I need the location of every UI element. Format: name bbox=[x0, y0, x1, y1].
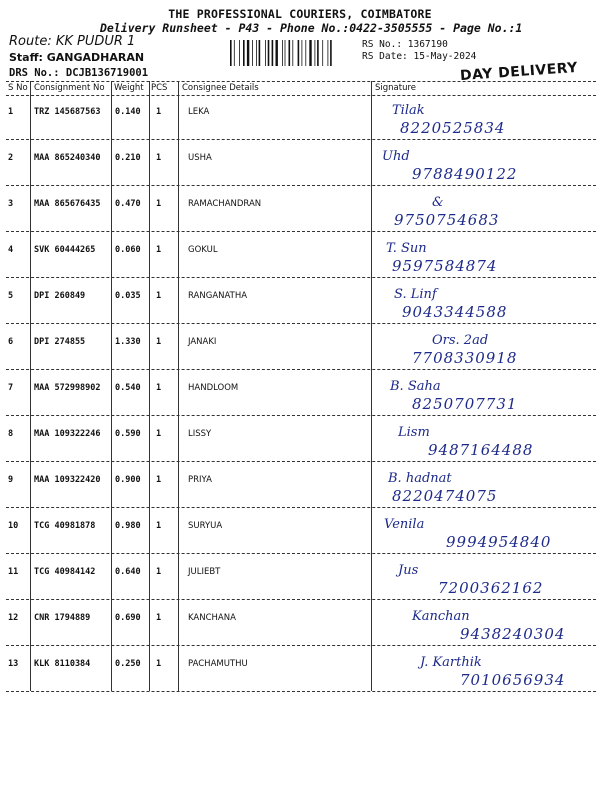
row-rule bbox=[6, 645, 596, 646]
column-divider bbox=[149, 81, 150, 691]
row-weight: 1.330 bbox=[115, 337, 141, 347]
row-consignment-no: DPI 260849 bbox=[34, 291, 86, 301]
row-signature-phone: 9750754683 bbox=[394, 211, 500, 229]
row-rule bbox=[6, 507, 596, 508]
row-rule bbox=[6, 277, 596, 278]
row-weight: 0.540 bbox=[115, 383, 141, 393]
row-consignee: PACHAMUTHU bbox=[188, 659, 248, 669]
day-delivery-stamp: DAY DELIVERY bbox=[459, 59, 579, 85]
row-rule bbox=[6, 231, 596, 232]
row-sno: 4 bbox=[8, 245, 14, 255]
row-weight: 0.980 bbox=[115, 521, 141, 531]
row-rule bbox=[6, 369, 596, 370]
row-consignee: SURYUA bbox=[188, 521, 223, 531]
row-signature-phone: 7708330918 bbox=[412, 349, 518, 367]
barcode-icon bbox=[230, 40, 355, 66]
row-rule bbox=[6, 415, 596, 416]
row-signature-phone: 9043344588 bbox=[402, 303, 508, 321]
row-pcs: 1 bbox=[156, 337, 162, 347]
row-signature: S. Linf bbox=[394, 287, 437, 302]
row-pcs: 1 bbox=[156, 613, 162, 623]
row-consignment-no: DPI 274855 bbox=[34, 337, 86, 347]
rs-date: RS Date: 15-May-2024 bbox=[362, 51, 477, 62]
column-divider bbox=[30, 81, 31, 691]
row-signature-phone: 7200362162 bbox=[438, 579, 544, 597]
row-pcs: 1 bbox=[156, 475, 162, 485]
row-weight: 0.060 bbox=[115, 245, 141, 255]
row-signature: Venila bbox=[384, 517, 425, 532]
row-sno: 8 bbox=[8, 429, 14, 439]
row-sno: 2 bbox=[8, 153, 14, 163]
row-sno: 7 bbox=[8, 383, 14, 393]
drs-number: DRS No.: DCJB136719001 bbox=[9, 67, 149, 79]
row-signature: B. hadnat bbox=[388, 471, 452, 486]
row-consignment-no: KLK 8110384 bbox=[34, 659, 91, 669]
row-weight: 0.035 bbox=[115, 291, 141, 301]
col-header-consignment: Consignment No bbox=[34, 83, 105, 93]
row-pcs: 1 bbox=[156, 199, 162, 209]
row-signature-phone: 8250707731 bbox=[412, 395, 518, 413]
row-consignment-no: TCG 40984142 bbox=[34, 567, 96, 577]
row-rule bbox=[6, 139, 596, 140]
row-rule bbox=[6, 553, 596, 554]
row-sno: 1 bbox=[8, 107, 14, 117]
route-label: Route: KK PUDUR 1 bbox=[9, 34, 136, 49]
row-weight: 0.210 bbox=[115, 153, 141, 163]
col-header-consignee: Consignee Details bbox=[182, 83, 259, 93]
row-sno: 10 bbox=[8, 521, 19, 531]
row-signature-phone: 8220525834 bbox=[400, 119, 506, 137]
row-weight: 0.590 bbox=[115, 429, 141, 439]
row-signature: T. Sun bbox=[386, 241, 427, 256]
row-consignee: JANAKI bbox=[188, 337, 217, 347]
row-pcs: 1 bbox=[156, 153, 162, 163]
row-weight: 0.690 bbox=[115, 613, 141, 623]
row-signature-phone: 8220474075 bbox=[392, 487, 498, 505]
row-pcs: 1 bbox=[156, 659, 162, 669]
row-sno: 6 bbox=[8, 337, 14, 347]
row-signature-phone: 9994954840 bbox=[446, 533, 552, 551]
row-consignee: LISSY bbox=[188, 429, 212, 439]
row-pcs: 1 bbox=[156, 291, 162, 301]
row-sno: 11 bbox=[8, 567, 19, 577]
row-signature: & bbox=[432, 195, 444, 210]
row-sno: 3 bbox=[8, 199, 14, 209]
row-sno: 13 bbox=[8, 659, 19, 669]
col-header-signature: Signature bbox=[375, 83, 417, 93]
row-signature: Uhd bbox=[382, 149, 410, 164]
col-header-weight: Weight bbox=[114, 83, 144, 93]
runsheet-subtitle: Delivery Runsheet - P43 - Phone No.:0422-3505555 - Page No.:1 bbox=[100, 21, 523, 35]
row-signature-phone: 9597584874 bbox=[392, 257, 498, 275]
col-header-sno: S No bbox=[8, 83, 28, 93]
row-consignment-no: MAA 109322420 bbox=[34, 475, 101, 485]
row-weight: 0.250 bbox=[115, 659, 141, 669]
row-consignment-no: SVK 60444265 bbox=[34, 245, 96, 255]
row-sno: 5 bbox=[8, 291, 14, 301]
row-signature-phone: 7010656934 bbox=[460, 671, 566, 689]
row-signature-phone: 9487164488 bbox=[428, 441, 534, 459]
row-weight: 0.140 bbox=[115, 107, 141, 117]
row-consignee: LEKA bbox=[188, 107, 210, 117]
row-rule bbox=[6, 185, 596, 186]
row-consignee: JULIEBT bbox=[188, 567, 221, 577]
row-consignee: HANDLOOM bbox=[188, 383, 239, 393]
row-pcs: 1 bbox=[156, 567, 162, 577]
row-signature: Ors. 2ad bbox=[432, 333, 489, 348]
row-sno: 12 bbox=[8, 613, 19, 623]
row-consignee: USHA bbox=[188, 153, 212, 163]
row-rule bbox=[6, 461, 596, 462]
row-consignee: RANGANATHA bbox=[188, 291, 248, 301]
row-signature: Lism bbox=[398, 425, 430, 440]
staff-label: Staff: GANGADHARAN bbox=[9, 51, 145, 64]
row-pcs: 1 bbox=[156, 245, 162, 255]
row-sno: 9 bbox=[8, 475, 14, 485]
row-signature-phone: 9438240304 bbox=[460, 625, 566, 643]
company-title: THE PROFESSIONAL COURIERS, COIMBATORE bbox=[168, 7, 432, 21]
row-consignee: GOKUL bbox=[188, 245, 218, 255]
row-consignment-no: MAA 572998902 bbox=[34, 383, 101, 393]
row-consignment-no: TRZ 145687563 bbox=[34, 107, 101, 117]
row-rule bbox=[6, 323, 596, 324]
row-signature: Tilak bbox=[392, 103, 425, 118]
header-rule bbox=[6, 95, 596, 96]
row-consignment-no: CNR 1794889 bbox=[34, 613, 91, 623]
row-consignee: RAMACHANDRAN bbox=[188, 199, 262, 209]
row-weight: 0.640 bbox=[115, 567, 141, 577]
column-divider bbox=[371, 81, 372, 691]
row-consignee: PRIYA bbox=[188, 475, 212, 485]
row-pcs: 1 bbox=[156, 429, 162, 439]
row-signature-phone: 9788490122 bbox=[412, 165, 518, 183]
row-pcs: 1 bbox=[156, 107, 162, 117]
row-weight: 0.470 bbox=[115, 199, 141, 209]
row-signature: Jus bbox=[398, 563, 419, 578]
row-signature: Kanchan bbox=[412, 609, 470, 624]
header-rule bbox=[6, 81, 596, 82]
row-consignment-no: MAA 109322246 bbox=[34, 429, 101, 439]
row-signature: B. Saha bbox=[390, 379, 441, 394]
col-header-pcs: PCS bbox=[151, 83, 168, 93]
row-rule bbox=[6, 599, 596, 600]
rs-number: RS No.: 1367190 bbox=[362, 39, 448, 50]
row-consignment-no: MAA 865676435 bbox=[34, 199, 101, 209]
row-pcs: 1 bbox=[156, 383, 162, 393]
row-pcs: 1 bbox=[156, 521, 162, 531]
row-signature: J. Karthik bbox=[420, 655, 482, 670]
row-weight: 0.900 bbox=[115, 475, 141, 485]
row-consignee: KANCHANA bbox=[188, 613, 236, 623]
row-rule bbox=[6, 691, 596, 692]
column-divider bbox=[178, 81, 179, 691]
row-consignment-no: TCG 40981878 bbox=[34, 521, 96, 531]
column-divider bbox=[111, 81, 112, 691]
row-consignment-no: MAA 865240340 bbox=[34, 153, 101, 163]
